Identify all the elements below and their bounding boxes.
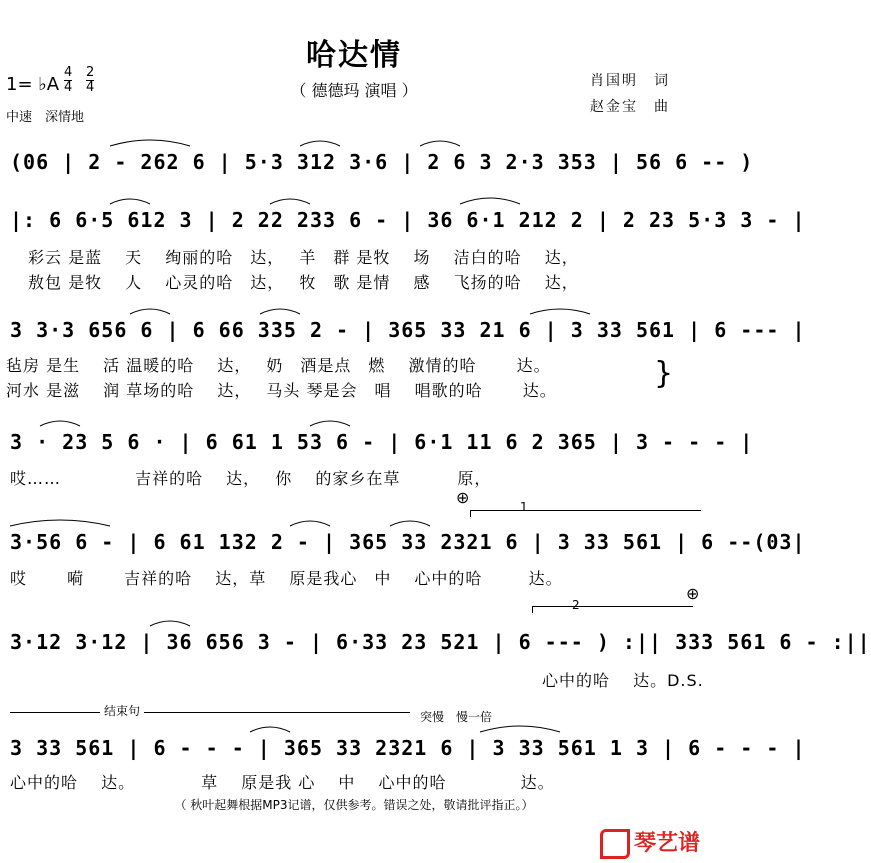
logo-text: 琴艺谱 <box>634 831 701 856</box>
slur-arc <box>40 421 80 426</box>
coda-symbol-2: ⊕ <box>686 584 700 603</box>
lyric-row-3-verse-1: 毡房 是生 活 温暖的哈 达， 奶 酒是点 燃 激情的哈 达。 <box>6 356 551 375</box>
lyric-row-2-verse-2: 敖包 是牧 人 心灵的哈 达， 牧 歌 是情 感 飞扬的哈 达， <box>28 273 579 292</box>
volta-1-label: 1 <box>520 500 528 514</box>
slur-arc <box>290 521 330 526</box>
slur-arc <box>310 421 350 426</box>
slur-arc <box>110 140 190 146</box>
slur-arc <box>300 141 340 146</box>
slur-arc <box>420 141 460 146</box>
coda-symbol: ⊕ <box>456 488 470 507</box>
song-title: 哈达情 <box>306 38 402 73</box>
performer-subtitle: （ 德德玛 演唱 ） <box>290 81 418 100</box>
slur-arc <box>10 520 110 526</box>
score-row-1: (06 | 2 - 262 6 | 5·3 312 3·6 | 2 6 3 2·3 353 | 56 6 -- ) <box>10 150 754 174</box>
ending-phrase-label: 结束句 <box>100 702 144 719</box>
slur-arc <box>270 199 310 204</box>
lyric-row-6: 心中的哈 达。D.S. <box>542 671 704 690</box>
lyric-row-3-verse-2: 河水 是滋 润 草场的哈 达， 马头 琴是会 唱 唱歌的哈 达。 <box>6 381 557 400</box>
verse-brace: } <box>654 356 674 391</box>
score-row-4: 3 · 23 5 6 · | 6 61 1 53 6 - | 6·1 11 6 2 365 | 3 - - - | <box>10 430 754 454</box>
tempo-change-label: 突慢 慢一倍 <box>420 710 493 724</box>
lyricist-credit: 肖国明 词 <box>590 73 670 89</box>
tempo-marking: 中速 深情地 <box>6 110 85 125</box>
score-row-7: 3 33 561 | 6 - - - | 365 33 2321 6 | 3 33 561 1 3 | 6 - - - | <box>10 736 806 760</box>
slur-arc <box>130 309 170 314</box>
lyric-row-4: 哎…… 吉祥的哈 达， 你 的家乡在草 原， <box>10 469 492 488</box>
lyric-row-7: 心中的哈 达。 草 原是我 心 中 心中的哈 达。 <box>10 773 555 792</box>
score-row-3: 3 3·3 656 6 | 6 66 335 2 - | 365 33 21 6 | 3 33 561 | 6 --- | <box>10 318 806 342</box>
time-signature-2: 2 4 <box>86 65 95 95</box>
slur-arc <box>250 727 290 732</box>
lyric-row-2-verse-1: 彩云 是蓝 天 绚丽的哈 达， 羊 群 是牧 场 洁白的哈 达， <box>28 248 579 267</box>
score-row-6: 3·12 3·12 | 36 656 3 - | 6·33 23 521 | 6 --- ) :|| 333 561 6 - :|| <box>10 630 871 654</box>
score-row-5: 3·56 6 - | 6 61 132 2 - | 365 33 2321 6 | 3 33 561 | 6 --(03| <box>10 530 806 554</box>
volta-2-label: 2 <box>572 598 580 612</box>
slur-arc <box>460 198 520 204</box>
slur-arc <box>530 309 590 314</box>
footnote: （ 秋叶起舞根据MP3记谱，仅供参考。错误之处，敬请批评指正。） <box>174 798 534 812</box>
key-signature: 1= ♭A <box>6 74 60 95</box>
score-row-2: |: 6 6·5 612 3 | 2 22 233 6 - | 36 6·1 212 2 | 2 23 5·3 3 - | <box>10 208 806 232</box>
time-signature-1: 4 4 <box>64 65 73 95</box>
slur-arc <box>260 309 300 314</box>
slur-arc <box>480 726 560 732</box>
slur-arc <box>110 199 150 204</box>
slur-arc <box>390 521 430 526</box>
composer-credit: 赵金宝 曲 <box>590 99 670 115</box>
lyric-row-5: 哎 嗬 吉祥的哈 达，草 原是我心 中 心中的哈 达。 <box>10 569 563 588</box>
slur-arc <box>150 621 190 626</box>
